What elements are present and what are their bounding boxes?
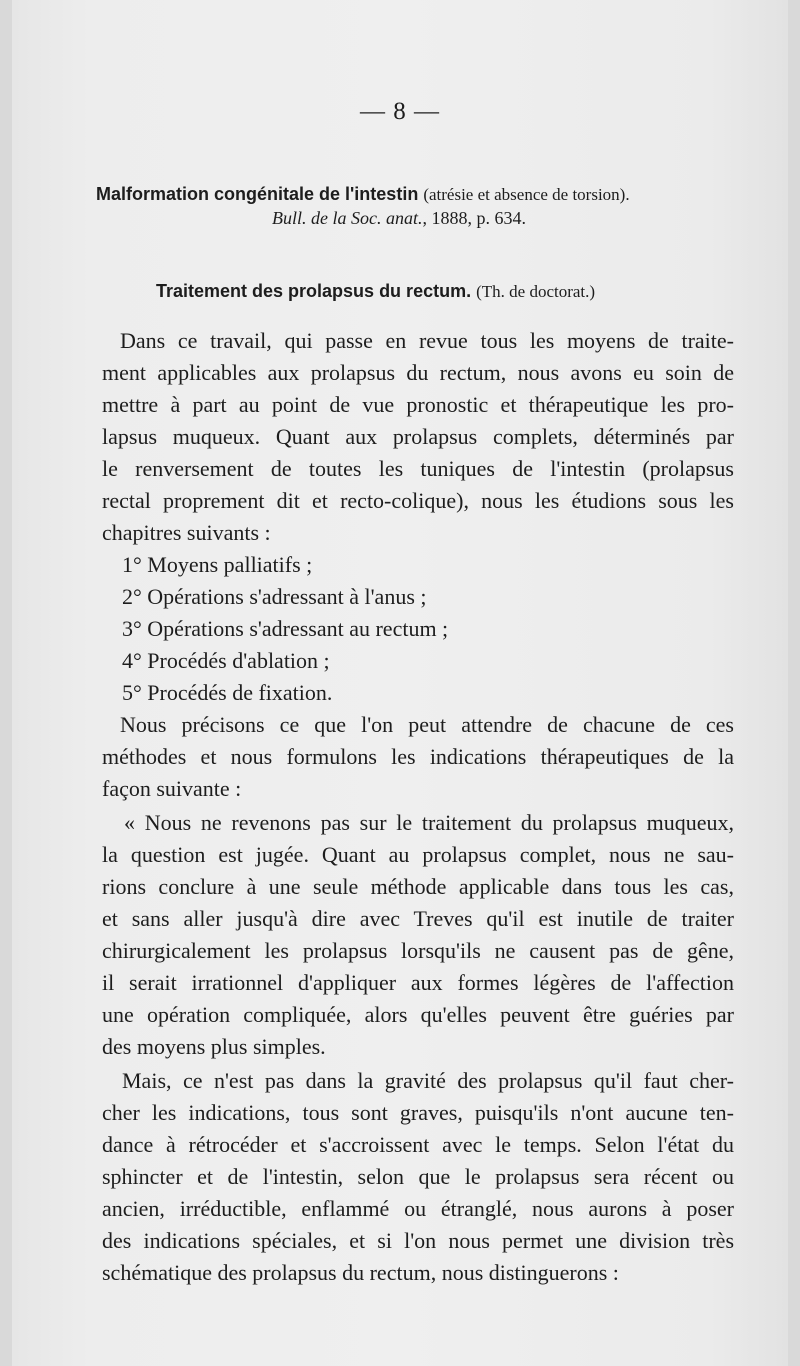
- text-line: Nous précisons ce que l'on peut attendre de chacune de ces: [120, 712, 734, 737]
- reference-details: , 1888, p. 634.: [422, 208, 526, 228]
- entry-title-text: Malformation congénitale de l'intestin: [96, 184, 419, 204]
- text-line: mettre à part au point de vue pronostic et thérapeutique les pro-: [102, 392, 734, 417]
- text-line: Dans ce travail, qui passe en revue tous les moyens de traite-: [120, 328, 734, 353]
- list-item: 5° Procédés de fixation.: [122, 680, 333, 705]
- page-number: — 8 —: [360, 98, 440, 125]
- text-line: et sans aller jusqu'à dire avec Treves qu'il est inutile de traiter: [102, 906, 734, 931]
- text-line: des moyens plus simples.: [102, 1034, 326, 1059]
- list-item: 2° Opérations s'adressant à l'anus ;: [122, 584, 427, 609]
- text-line: le renversement de toutes les tuniques de l'intestin (prolapsus: [102, 456, 734, 481]
- text-line: cher les indications, tous sont graves, puisqu'ils n'ont aucune ten-: [102, 1100, 734, 1125]
- text-line: schématique des prolapsus du rectum, nous distinguerons :: [102, 1260, 619, 1285]
- journal-name: Bull. de la Soc. anat.: [272, 208, 423, 228]
- text-line: chapitres suivants :: [102, 520, 271, 545]
- text-line: des indications spéciales, et si l'on nous permet une division très: [102, 1228, 734, 1253]
- text-line: rectal proprement dit et recto-colique), nous les étudions sous les: [102, 488, 734, 513]
- list-item: 4° Procédés d'ablation ;: [122, 648, 330, 673]
- text-line: Mais, ce n'est pas dans la gravité des prolapsus qu'il faut cher-: [122, 1068, 734, 1093]
- entry-title: [96, 184, 736, 205]
- text-line: dance à rétrocéder et s'accroissent avec le temps. Selon l'état du: [102, 1132, 734, 1157]
- text-line: ment applicables aux prolapsus du rectum, nous avons eu soin de: [102, 360, 734, 385]
- entry-title-note: (atrésie et absence de torsion).: [423, 185, 630, 204]
- text-line: une opération compliquée, alors qu'elles peuvent être guéries par: [102, 1002, 734, 1027]
- section-title: [156, 281, 595, 302]
- text-line: la question est jugée. Quant au prolapsus complet, nous ne sau-: [102, 842, 734, 867]
- text-line: lapsus muqueux. Quant aux prolapsus complets, déterminés par: [102, 424, 734, 449]
- bibliographic-reference: [272, 208, 526, 229]
- text-line: ancien, irréductible, enflammé ou étranglé, nous aurons à poser: [102, 1196, 734, 1221]
- text-line: rions conclure à une seule méthode applicable dans tous les cas,: [102, 874, 734, 899]
- text-line: il serait irrationnel d'appliquer aux formes légères de l'affection: [102, 970, 734, 995]
- text-line: sphincter et de l'intestin, selon que le prolapsus sera récent ou: [102, 1164, 734, 1189]
- text-line: chirurgicalement les prolapsus lorsqu'ils ne causent pas de gêne,: [102, 938, 734, 963]
- section-title-text: Traitement des prolapsus du rectum.: [156, 281, 472, 301]
- list-item: 3° Opérations s'adressant au rectum ;: [122, 616, 449, 641]
- list-item: 1° Moyens palliatifs ;: [122, 552, 313, 577]
- text-line: « Nous ne revenons pas sur le traitement du prolapsus muqueux,: [124, 810, 734, 835]
- text-line: façon suivante :: [102, 776, 242, 801]
- text-line: méthodes et nous formulons les indications thérapeutiques de la: [102, 744, 734, 769]
- section-title-note: (Th. de doctorat.): [476, 282, 596, 301]
